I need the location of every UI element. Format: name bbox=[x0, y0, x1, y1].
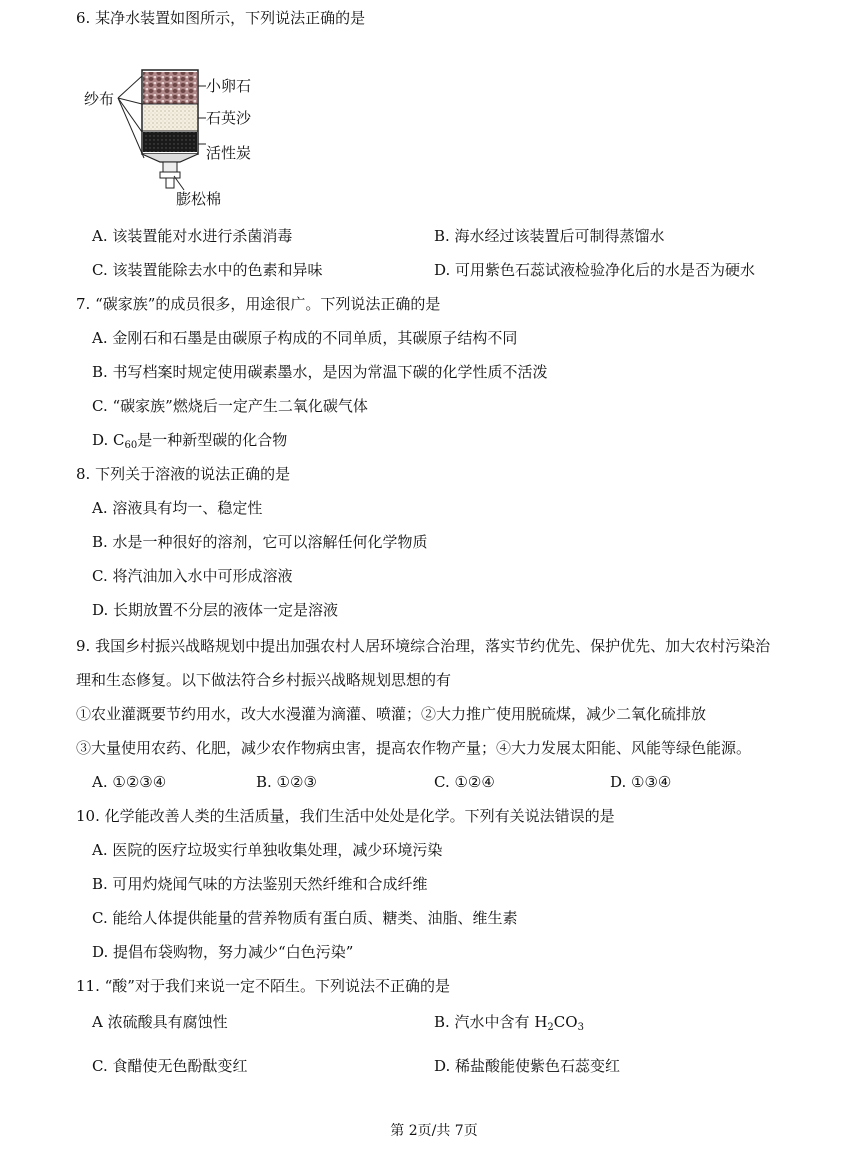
q6-option-d: D. 可用紫色石蕊试液检验净化后的水是否为硬水 bbox=[434, 261, 756, 279]
q11-option-b bbox=[434, 1012, 584, 1032]
q11-option-d: D. 稀盐酸能使紫色石蕊变红 bbox=[434, 1057, 621, 1075]
q10-option-c: C. 能给人体提供能量的营养物质有蛋白质、糖类、油脂、维生素 bbox=[92, 909, 518, 927]
q11-option-a: A 浓硫酸具有腐蚀性 bbox=[92, 1013, 228, 1031]
q9-option-c: C. ①②④ bbox=[434, 773, 495, 791]
q10-stem: 10. 化学能改善人类的生活质量，我们生活中处处是化学。下列有关说法错误的是 bbox=[76, 807, 615, 825]
q7-option-a: A. 金刚石和石墨是由碳原子构成的不同单质，其碳原子结构不同 bbox=[92, 329, 518, 347]
q11-stem: 11. “酸”对于我们来说一定不陌生。下列说法不正确的是 bbox=[76, 977, 450, 995]
q7-d-subscript: 60 bbox=[124, 440, 138, 451]
q9-stem-line1: 9. 我国乡村振兴战略规划中提出加强农村人居环境综合治理，落实节约优先、保护优先、加大农村污染治 bbox=[76, 637, 771, 655]
q11-b-prefix: B. 汽水中含有 H bbox=[434, 1013, 548, 1031]
q10-option-b: B. 可用灼烧闻气味的方法鉴别天然纤维和合成纤维 bbox=[92, 875, 428, 893]
q6-option-b: B. 海水经过该装置后可制得蒸馏水 bbox=[434, 227, 665, 245]
q7-option-c: C. “碳家族”燃烧后一定产生二氧化碳气体 bbox=[92, 397, 368, 415]
water-purifier-diagram bbox=[84, 58, 284, 208]
q11-b-sub2: 3 bbox=[577, 1022, 584, 1033]
q11-b-mid: CO bbox=[553, 1013, 578, 1031]
label-quartz-sand: 石英沙 bbox=[206, 109, 252, 127]
q6-stem: 6. 某净水装置如图所示，下列说法正确的是 bbox=[76, 9, 366, 27]
label-activated-carbon: 活性炭 bbox=[206, 144, 252, 162]
q11-option-c: C. 食醋使无色酚酞变红 bbox=[92, 1057, 248, 1075]
q11-b-sub1: 2 bbox=[547, 1022, 554, 1033]
q7-d-prefix: D. C bbox=[92, 431, 125, 449]
q9-items-line2: ③大量使用农药、化肥，减少农作物病虫害，提高农作物产量；④大力发展太阳能、风能等绿色能源。 bbox=[76, 739, 752, 757]
q7-d-suffix: 是一种新型碳的化合物 bbox=[137, 431, 288, 449]
q9-option-d: D. ①③④ bbox=[610, 773, 672, 791]
q9-option-a: A. ①②③④ bbox=[92, 773, 167, 791]
page-footer: 第 2页/共 7页 bbox=[390, 1123, 478, 1139]
q9-option-b: B. ①②③ bbox=[256, 773, 317, 791]
label-gauze: 纱布 bbox=[84, 90, 115, 108]
q8-option-a: A. 溶液具有均一、稳定性 bbox=[92, 499, 263, 517]
q8-stem: 8. 下列关于溶液的说法正确的是 bbox=[76, 465, 291, 483]
q10-option-d: D. 提倡布袋购物，努力减少“白色污染” bbox=[92, 943, 354, 961]
q8-option-c: C. 将汽油加入水中可形成溶液 bbox=[92, 567, 293, 585]
q7-option-d bbox=[92, 430, 287, 450]
label-cotton: 膨松棉 bbox=[176, 190, 222, 208]
q8-option-b: B. 水是一种很好的溶剂，它可以溶解任何化学物质 bbox=[92, 533, 428, 551]
q9-items-line1: ①农业灌溉要节约用水，改大水漫灌为滴灌、喷灌；②大力推广使用脱硫煤，减少二氧化硫排放 bbox=[76, 705, 707, 723]
q9-stem-line2: 理和生态修复。以下做法符合乡村振兴战略规划思想的有 bbox=[76, 671, 452, 689]
label-pebbles: 小卵石 bbox=[206, 77, 252, 95]
q6-option-a: A. 该装置能对水进行杀菌消毒 bbox=[92, 227, 293, 245]
q8-option-d: D. 长期放置不分层的液体一定是溶液 bbox=[92, 601, 339, 619]
q6-option-c: C. 该装置能除去水中的色素和异味 bbox=[92, 261, 323, 279]
water-purifier-figure bbox=[84, 58, 284, 208]
q10-option-a: A. 医院的医疗垃圾实行单独收集处理，减少环境污染 bbox=[92, 841, 443, 859]
q7-option-b: B. 书写档案时规定使用碳素墨水，是因为常温下碳的化学性质不活泼 bbox=[92, 363, 548, 381]
q7-stem: 7. “碳家族”的成员很多，用途很广。下列说法正确的是 bbox=[76, 295, 441, 313]
